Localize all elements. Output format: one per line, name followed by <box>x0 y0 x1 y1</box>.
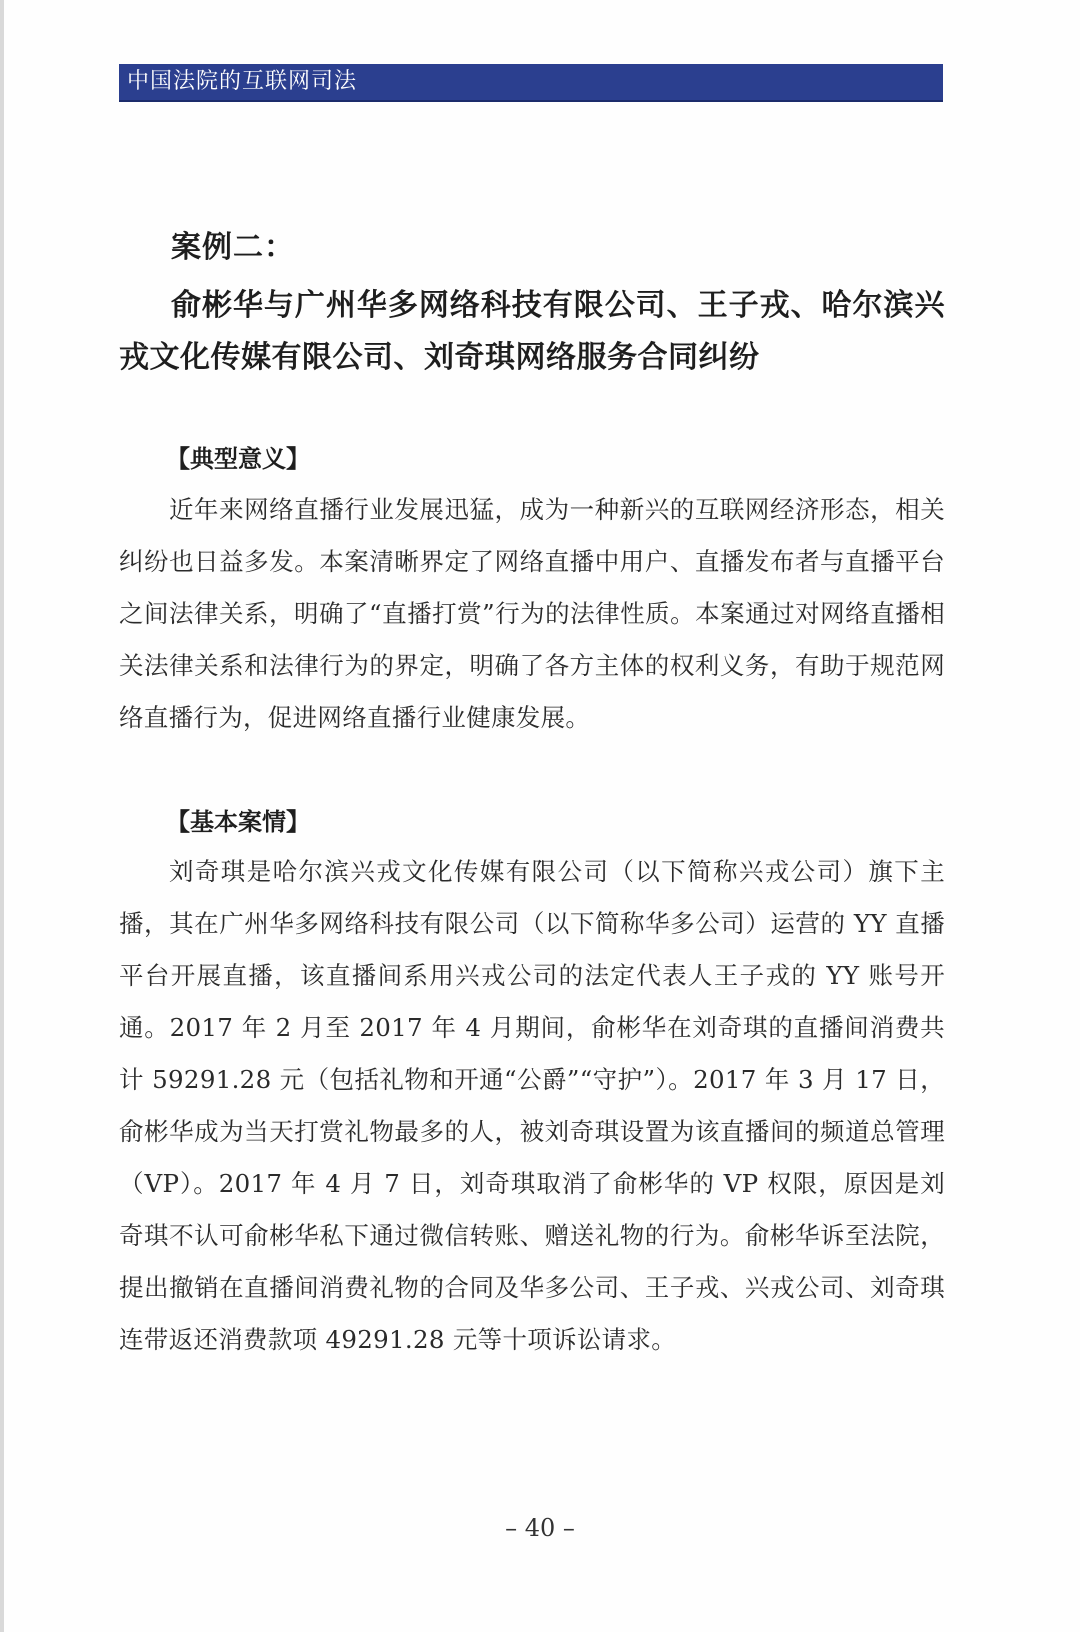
running-header-bar <box>119 64 943 102</box>
page-edge-shadow <box>0 0 4 1632</box>
running-header-title: 中国法院的互联网司法 <box>127 69 358 94</box>
section-heading-facts: 【基本案情】 <box>166 808 310 836</box>
page-number: – 40 – <box>505 1514 575 1542</box>
case-title: 俞彬华与广州华多网络科技有限公司、王子戎、哈尔滨兴戎文化传媒有限公司、刘奇琪网络服务合同纠纷 <box>119 288 945 375</box>
section-body-significance: 近年来网络直播行业发展迅猛，成为一种新兴的互联网经济形态，相关纠纷也日益多发。本案清晰界定了网络直播中用户、直播发布者与直播平台之间法律关系，明确了“直播打赏”行为的法律性质。本案通过对网络直播相关法律关系和法律行为的界定，明确了各方主体的权利义务，有助于规范网络直播行为，促进网络直播行业健康发展。 <box>119 495 945 732</box>
section-body-facts: 刘奇琪是哈尔滨兴戎文化传媒有限公司（以下简称兴戎公司）旗下主播，其在广州华多网络科技有限公司（以下简称华多公司）运营的 YY 直播平台开展直播，该直播间系用兴戎公司的法定代表人王子戎的 YY 账号开通。2017 年 2 月至 2017 年 4 月期间，俞彬华在刘奇琪的直播间消费共计 59291.28 元（包括礼物和开通“公爵”“守护”）。2017 年 3 月 17 日，俞彬华成为当天打赏礼物最多的人，被刘奇琪设置为该直播间的频道总管理（VP）。2017 年 4 月 7 日，刘奇琪取消了俞彬华的 VP 权限，原因是刘奇琪不认可俞彬华私下通过微信转账、赠送礼物的行为。俞彬华诉至法院，提出撤销在直播间消费礼物的合同及华多公司、王子戎、兴戎公司、刘奇琪连带返还消费款项 49291.28 元等十项诉讼请求。 <box>119 857 945 1354</box>
case-label: 案例二： <box>171 230 295 265</box>
section-heading-significance: 【典型意义】 <box>166 445 310 473</box>
